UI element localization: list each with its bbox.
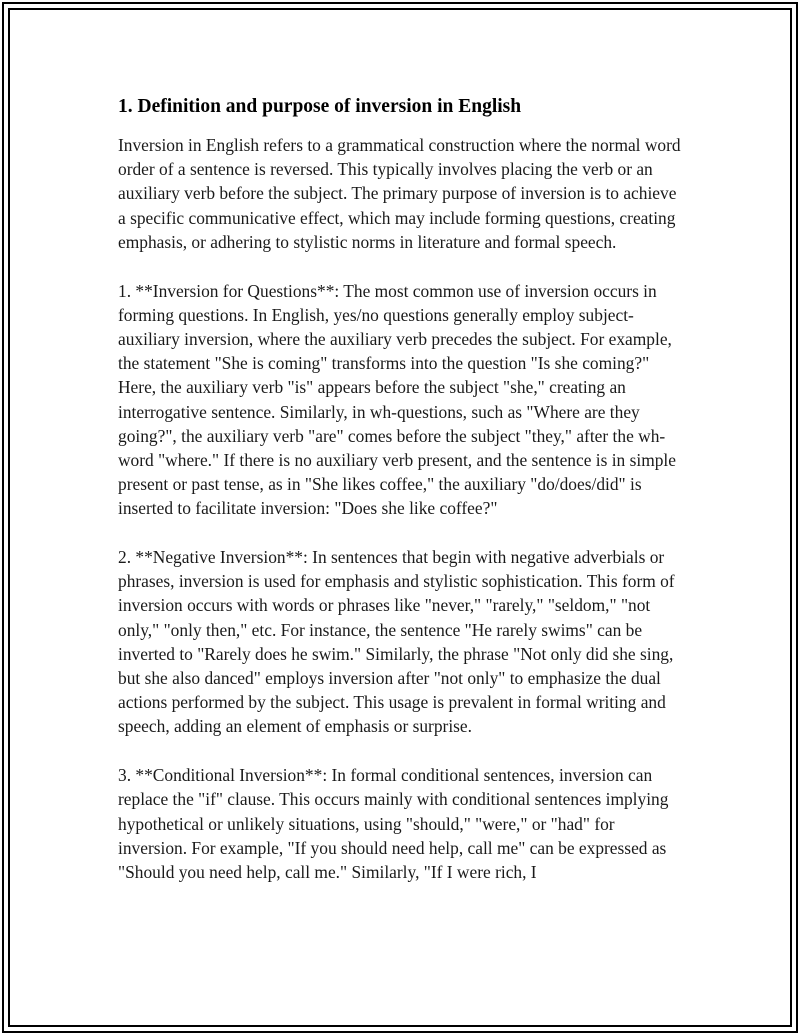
intro-paragraph: Inversion in English refers to a grammatical construction where the normal word order of a sentence is reversed. This typically involves placing the verb or an auxiliary verb before the subject. The primary purpose of inversion is to achieve a specific communicative effect, which may include forming questions, creating emphasis, or adhering to stylistic norms in literature and formal speech.: [118, 135, 681, 252]
document-body: [118, 94, 684, 909]
questions-inversion-paragraph: 1. **Inversion for Questions**: The most common use of inversion occurs in forming questions. In English, yes/no questions generally employ subject-auxiliary inversion, where the auxiliary verb precedes the subject. For example, the statement "She is coming" transforms into the question "Is she coming?" Here, the auxiliary verb "is" appears before the subject "she," creating an interrogative sentence. Similarly, in wh-questions, such as "Where are they going?", the auxiliary verb "are" comes before the subject "they," after the wh-word "where." If there is no auxiliary verb present, and the sentence is in simple present or past tense, as in "She likes coffee," the auxiliary "do/does/did" is inserted to facilitate inversion: "Does she like coffee?": [118, 280, 676, 519]
section-heading: 1. Definition and purpose of inversion in English: [118, 96, 522, 117]
negative-inversion-paragraph: 2. **Negative Inversion**: In sentences that begin with negative adverbials or phrases, inversion is used for emphasis and stylistic sophistication. This form of inversion occurs with words or phrases like "never," "rarely," "seldom," "not only," "only then," etc. For instance, the sentence "He rarely swims" can be inverted to "Rarely does he swim." Similarly, the phrase "Not only did she sing, but she also danced" employs inversion after "not only" to emphasize the dual actions performed by the subject. This usage is prevalent in formal writing and speech, adding an element of emphasis or surprise.: [118, 547, 675, 737]
conditional-inversion-paragraph: 3. **Conditional Inversion**: In formal conditional sentences, inversion can replace the "if" clause. This occurs mainly with conditional sentences implying hypothetical or unlikely situations, using "should," "were," or "had" for inversion. For example, "If you should need help, call me" can be expressed as "Should you need help, call me." Similarly, "If I were rich, I: [118, 765, 669, 882]
